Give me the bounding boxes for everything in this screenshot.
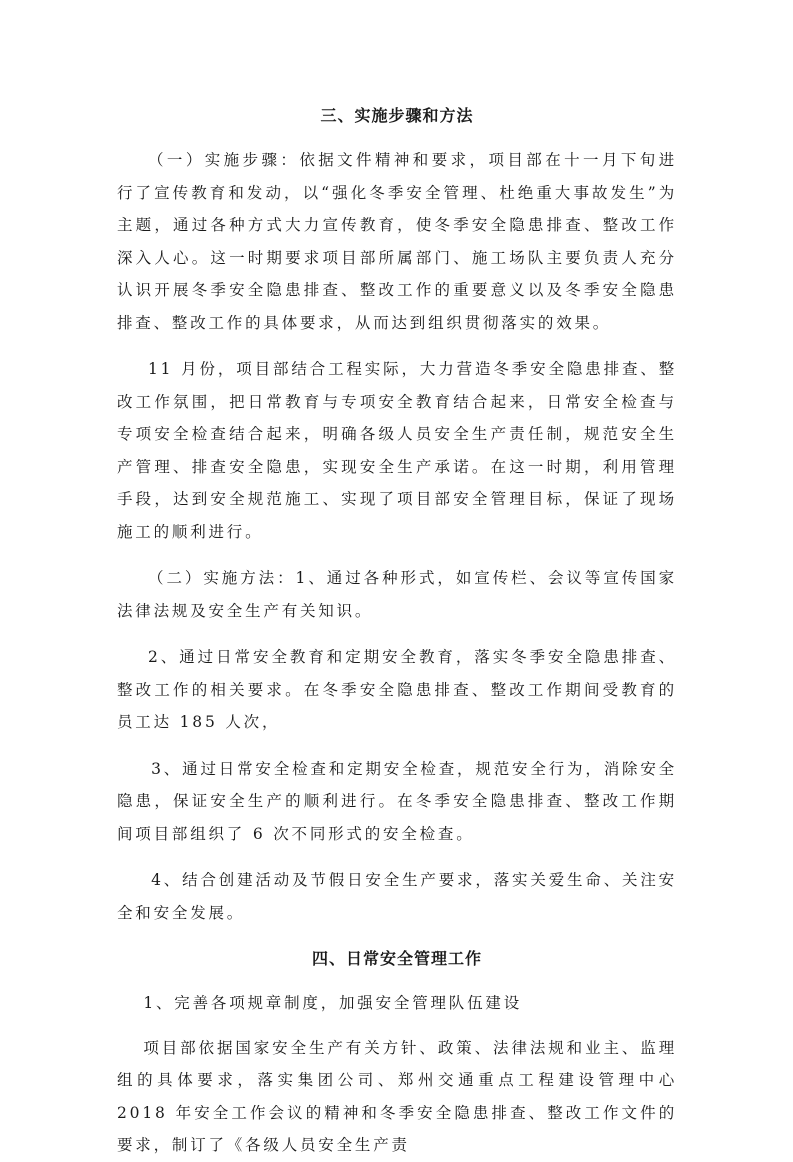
document-page xyxy=(117,100,677,1162)
november-paragraph: 11 月份，项目部结合工程实际，大力营造冬季安全隐患排查、整改工作氛围，把日常教育与专项安全教育结合起来，日常安全检查与专项安全检查结合起来，明确各级人员安全生产责任制，规范安全生产管理、排查安全隐患，实现安全生产承诺。在这一时期，利用管理手段，达到安全规范施工、实现了项目部安全管理目标，保证了现场施工的顺利进行。 xyxy=(117,360,677,541)
method-3-paragraph: 3、通过日常安全检查和定期安全检查，规范安全行为，消除安全隐患，保证安全生产的顺利进行。在冬季安全隐患排查、整改工作期间项目部组织了 6 次不同形式的安全检查。 xyxy=(117,759,677,843)
section-4-heading: 四、日常安全管理工作 xyxy=(311,949,482,968)
method-2-paragraph: 2、通过日常安全教育和定期安全教育，落实冬季安全隐患排查、整改工作的相关要求。在冬季安全隐患排查、整改工作期间受教育的员工达 185 人次， xyxy=(117,648,677,731)
section-4-subheading: 1、完善各项规章制度，加强安全管理队伍建设 xyxy=(143,994,523,1012)
method-4-paragraph: 4、结合创建活动及节假日安全生产要求，落实关爱生命、关注安全和安全发展。 xyxy=(117,871,677,922)
implementation-steps-paragraph: （一）实施步骤：依据文件精神和要求，项目部在十一月下旬进行了宣传教育和发动，以“强化冬季安全管理、杜绝重大事故发生”为主题，通过各种方式大力宣传教育，使冬季安全隐患排查、整改工作深入人心。这一时期要求项目部所属部门、施工场队主要负责人充分认识开展冬季安全隐患排查、整改工作的重要意义以及冬季安全隐患排查、整改工作的具体要求，从而达到组织贯彻落实的效果。 xyxy=(117,151,677,332)
implementation-methods-paragraph: （二）实施方法：1、通过各种形式，如宣传栏、会议等宣传国家法律法规及安全生产有关知识。 xyxy=(117,569,677,620)
section-3-heading: 三、实施步骤和方法 xyxy=(320,106,474,125)
regulations-paragraph: 项目部依据国家安全生产有关方针、政策、法律法规和业主、监理组的具体要求，落实集团公司、郑州交通重点工程建设管理中心 2018 年安全工作会议的精神和冬季安全隐患排查、整改工作文件的要求，制订了《各级人员安全生产责 xyxy=(117,1038,677,1154)
